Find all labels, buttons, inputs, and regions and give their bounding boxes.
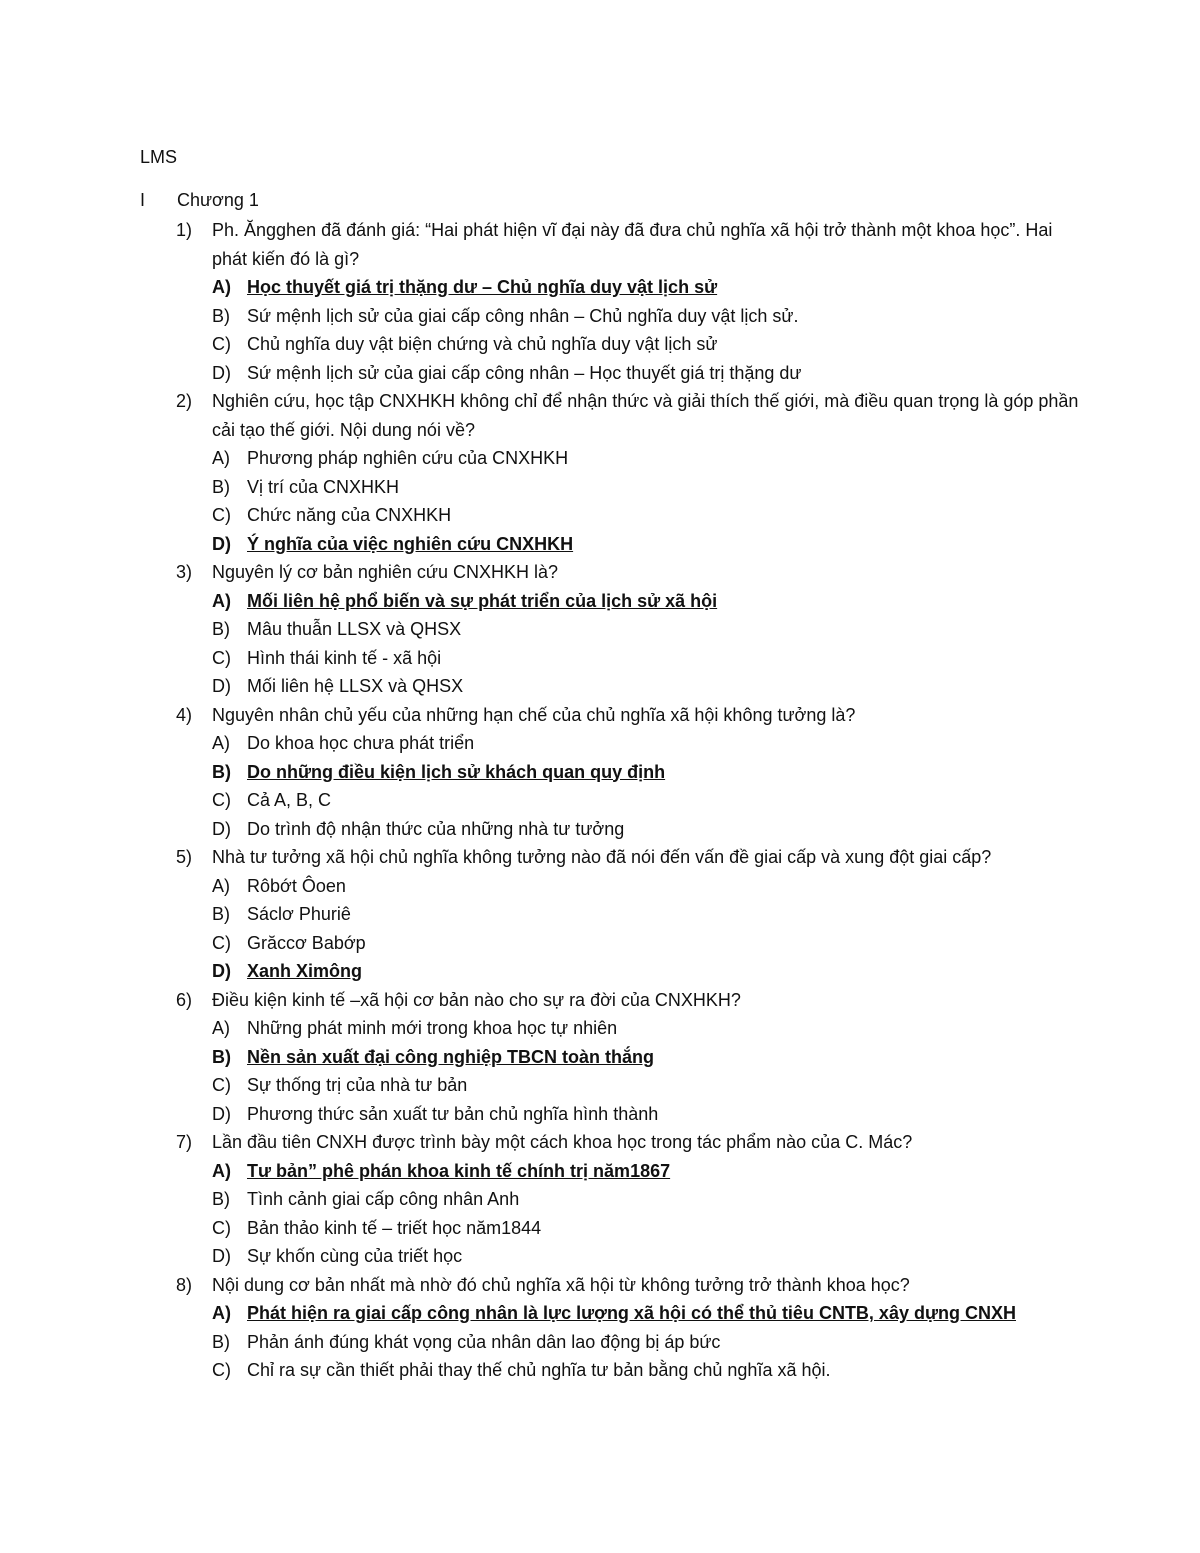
question-item [140, 558, 1080, 701]
answer-option-correct [140, 758, 1080, 787]
answer-option [140, 302, 1080, 331]
option-letter: A) [212, 1018, 230, 1038]
option-letter: D) [212, 818, 231, 839]
option-letter: A) [212, 448, 230, 468]
option-letter: D) [212, 961, 231, 981]
answer-option-correct [140, 957, 1080, 986]
answer-option [140, 330, 1080, 359]
option-text: Chỉ ra sự cần thiết phải thay thế chủ nghĩa tư bản bằng chủ nghĩa xã hội. [247, 1360, 831, 1380]
answer-option [140, 786, 1080, 815]
option-text: Grăccơ Babớp [247, 932, 366, 953]
question-stem [140, 701, 1080, 730]
option-letter: C) [212, 647, 231, 668]
question-text: Ph. Ăngghen đã đánh giá: “Hai phát hiện vĩ đại này đã đưa chủ nghĩa xã hội trở thành một khoa học”. Hai phát kiến đó là gì? [212, 220, 1053, 269]
answer-option [140, 359, 1080, 388]
question-number: 3) [176, 562, 193, 582]
option-text: Vị trí của CNXHKH [247, 476, 400, 497]
option-letter: D) [212, 676, 231, 696]
chapter-heading [140, 188, 259, 212]
option-letter: C) [212, 1360, 231, 1380]
option-text: Tư bản” phê phán khoa kinh tế chính trị năm1867 [247, 1160, 671, 1181]
option-text: Mối liên hệ phổ biến và sự phát triển của lịch sử xã hội [247, 590, 718, 611]
answer-option [140, 1328, 1080, 1357]
option-letter: C) [212, 790, 231, 810]
answer-option [140, 900, 1080, 929]
question-stem [140, 216, 1080, 273]
option-text: Tình cảnh giai cấp công nhân Anh [247, 1189, 520, 1209]
question-number: 5) [176, 847, 193, 867]
question-stem [140, 1271, 1080, 1300]
option-letter: A) [212, 1303, 231, 1323]
question-text: Nhà tư tưởng xã hội chủ nghĩa không tưởng nào đã nói đến vấn đề giai cấp và xung đột giai cấp? [212, 847, 992, 867]
option-letter: A) [212, 277, 231, 297]
option-text: Do những điều kiện lịch sử khách quan quy định [247, 761, 666, 782]
option-letter: C) [212, 932, 231, 953]
question-item [140, 387, 1080, 558]
question-item [140, 1128, 1080, 1271]
answer-option [140, 1071, 1080, 1100]
option-text: Do khoa học chưa phát triển [247, 733, 475, 753]
answer-option [140, 729, 1080, 758]
option-text: Mối liên hệ LLSX và QHSX [247, 676, 464, 696]
option-letter: B) [212, 619, 230, 639]
option-letter: B) [212, 761, 231, 782]
option-text: Chủ nghĩa duy vật biện chứng và chủ nghĩa duy vật lịch sử [247, 334, 718, 354]
question-number: 8) [176, 1274, 193, 1295]
option-text: Phản ánh đúng khát vọng của nhân dân lao động bị áp bức [247, 1331, 721, 1352]
option-text: Học thuyết giá trị thặng dư – Chủ nghĩa duy vật lịch sử [247, 277, 718, 297]
option-text: Sự khốn cùng của triết học [247, 1246, 463, 1266]
option-letter: B) [212, 476, 230, 497]
option-text: Phương pháp nghiên cứu của CNXHKH [247, 448, 569, 468]
option-text: Rôbớt Ôoen [247, 875, 346, 896]
question-stem [140, 387, 1080, 444]
chapter-number: I [140, 190, 146, 210]
question-stem [140, 1128, 1080, 1157]
question-item [140, 701, 1080, 844]
question-item [140, 1271, 1080, 1385]
question-item [140, 216, 1080, 387]
answer-option [140, 501, 1080, 530]
option-text: Chức năng của CNXHKH [247, 505, 452, 525]
answer-option [140, 1214, 1080, 1243]
option-letter: A) [212, 875, 230, 896]
answer-option-correct [140, 273, 1080, 302]
question-item [140, 986, 1080, 1129]
option-text: Ý nghĩa của việc nghiên cứu CNXHKH [247, 533, 574, 554]
option-text: Cả A, B, C [247, 790, 332, 810]
option-text: Bản thảo kinh tế – triết học năm1844 [247, 1217, 542, 1238]
answer-option [140, 644, 1080, 673]
option-letter: B) [212, 1046, 231, 1067]
question-number: 2) [176, 391, 193, 411]
question-stem [140, 558, 1080, 587]
chapter-title: Chương 1 [177, 190, 259, 210]
question-stem [140, 843, 1080, 872]
answer-option [140, 1356, 1080, 1385]
option-text: Phát hiện ra giai cấp công nhân là lực lượng xã hội có thể thủ tiêu CNTB, xây dựng CNXH [247, 1303, 1016, 1323]
option-letter: C) [212, 334, 231, 354]
answer-option [140, 1100, 1080, 1129]
answer-option [140, 1242, 1080, 1271]
question-number: 4) [176, 704, 193, 725]
question-number: 1) [176, 220, 193, 240]
option-letter: A) [212, 590, 231, 611]
option-text: Do trình độ nhận thức của những nhà tư tưởng [247, 818, 625, 839]
option-text: Sứ mệnh lịch sử của giai cấp công nhân – Chủ nghĩa duy vật lịch sử. [247, 305, 799, 326]
option-letter: D) [212, 1103, 231, 1124]
question-number: 6) [176, 989, 193, 1010]
question-text: Điều kiện kinh tế –xã hội cơ bản nào cho sự ra đời của CNXHKH? [212, 989, 741, 1010]
question-stem [140, 986, 1080, 1015]
option-text: Sáclơ Phuriê [247, 904, 351, 924]
option-text: Sứ mệnh lịch sử của giai cấp công nhân – Học thuyết giá trị thặng dư [247, 362, 802, 383]
answer-option-correct [140, 1043, 1080, 1072]
answer-option [140, 929, 1080, 958]
answer-option-correct [140, 1157, 1080, 1186]
option-letter: D) [212, 533, 231, 554]
option-letter: C) [212, 1217, 231, 1238]
question-list [140, 216, 1080, 1385]
option-letter: B) [212, 1331, 230, 1352]
answer-option [140, 815, 1080, 844]
question-item [140, 843, 1080, 986]
option-text: Những phát minh mới trong khoa học tự nhiên [247, 1018, 618, 1038]
question-text: Nội dung cơ bản nhất mà nhờ đó chủ nghĩa xã hội từ không tưởng trở thành khoa học? [212, 1274, 910, 1295]
option-text: Sự thống trị của nhà tư bản [247, 1075, 468, 1095]
option-text: Nền sản xuất đại công nghiệp TBCN toàn thắng [247, 1046, 655, 1067]
question-text: Nguyên nhân chủ yếu của những hạn chế của chủ nghĩa xã hội không tưởng là? [212, 704, 856, 725]
answer-option [140, 615, 1080, 644]
question-text: Nguyên lý cơ bản nghiên cứu CNXHKH là? [212, 562, 559, 582]
option-letter: B) [212, 1189, 230, 1209]
option-letter: D) [212, 362, 231, 383]
answer-option-correct [140, 530, 1080, 559]
document-title: LMS [140, 147, 178, 167]
question-text: Nghiên cứu, học tập CNXHKH không chỉ để nhận thức và giải thích thế giới, mà điều quan trọng là góp phần cải tạo thế giới. Nội dung nói về? [212, 391, 1079, 440]
question-number: 7) [176, 1132, 193, 1152]
option-text: Hình thái kinh tế - xã hội [247, 647, 442, 668]
option-letter: C) [212, 1075, 231, 1095]
option-letter: B) [212, 305, 230, 326]
option-letter: A) [212, 733, 230, 753]
option-letter: D) [212, 1246, 231, 1266]
option-letter: B) [212, 904, 230, 924]
option-text: Phương thức sản xuất tư bản chủ nghĩa hình thành [247, 1103, 659, 1124]
answer-option-correct [140, 587, 1080, 616]
answer-option [140, 872, 1080, 901]
option-letter: A) [212, 1160, 231, 1181]
answer-option [140, 444, 1080, 473]
answer-option [140, 1014, 1080, 1043]
answer-option [140, 1185, 1080, 1214]
option-text: Xanh Ximông [247, 961, 363, 981]
answer-option [140, 473, 1080, 502]
answer-option-correct [140, 1299, 1080, 1328]
answer-option [140, 672, 1080, 701]
option-letter: C) [212, 505, 231, 525]
option-text: Mâu thuẫn LLSX và QHSX [247, 619, 462, 639]
question-text: Lần đầu tiên CNXH được trình bày một cách khoa học trong tác phẩm nào của C. Mác? [212, 1132, 913, 1152]
